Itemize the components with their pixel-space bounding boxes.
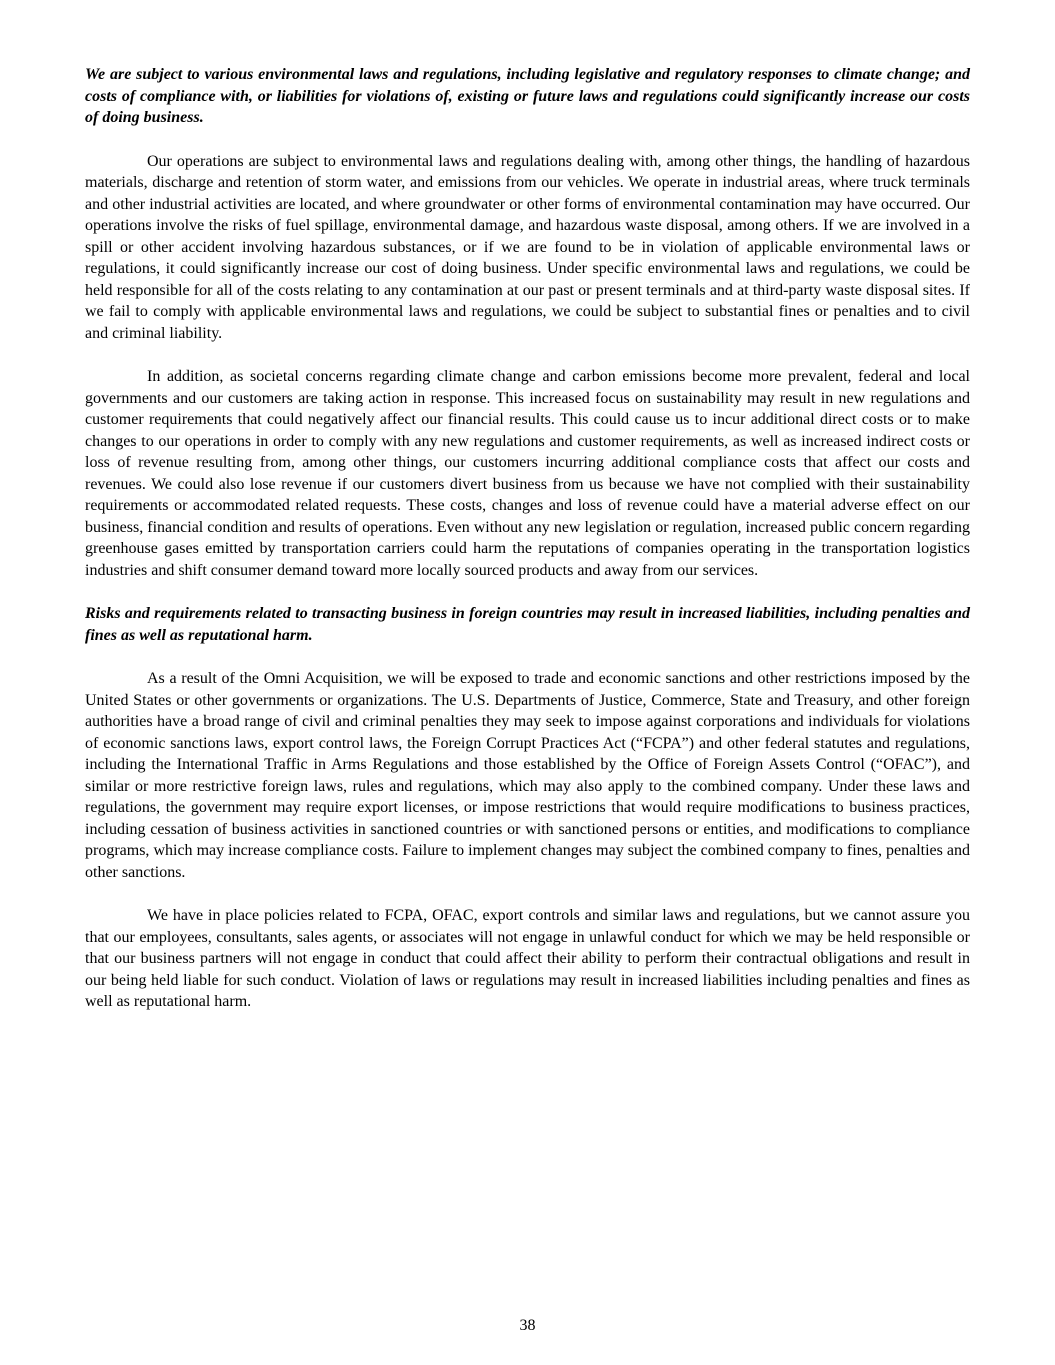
document-content (85, 64, 970, 1035)
risk-heading-environmental: We are subject to various environmental laws and regulations, including legislative and regulatory responses to climate change; and costs of compliance with, or liabilities for violations of, existing or future laws and regulations could significantly increase our costs of doing business. (85, 66, 970, 126)
risk-paragraph-climate-sustainability: In addition, as societal concerns regarding climate change and carbon emissions become more prevalent, federal and local governments and our customers are taking action in response. This increased focus on sustainability may result in new regulations and customer requirements that could negatively affect our financial results. This could cause us to incur additional direct costs or to make changes to our operations in order to comply with any new regulations and customer requirements, as well as increased indirect costs or loss of revenue resulting from, among other things, our customers incurring additional compliance costs that affect our costs and revenues. We could also lose revenue if our customers divert business from us because we have not complied with their sustainability requirements or accommodated related requests. These costs, changes and loss of revenue could have a material adverse effect on our business, financial condition and results of operations. Even without any new legislation or regulation, increased public concern regarding greenhouse gases emitted by transportation carriers could harm the reputations of companies operating in the transportation logistics industries and shift consumer demand toward more locally sourced products and away from our services. (85, 368, 970, 579)
risk-paragraph-environmental-operations: Our operations are subject to environmental laws and regulations dealing with, among other things, the handling of hazardous materials, discharge and retention of storm water, and emissions from our vehicles. We operate in industrial areas, where truck terminals and other industrial activities are located, and where groundwater or other forms of environmental contamination may have occurred. Our operations involve the risks of fuel spillage, environmental damage, and hazardous waste disposal, among others. If we are involved in a spill or other accident involving hazardous substances, or if we are found to be in violation of applicable environmental laws or regulations, it could significantly increase our cost of doing business. Under specific environmental laws and regulations, we could be held responsible for all of the costs relating to any contamination at our past or present terminals and at third-party waste disposal sites. If we fail to comply with applicable environmental laws and regulations, we could be subject to substantial fines or penalties and to civil and criminal liability. (85, 152, 970, 342)
risk-section-foreign-business (85, 603, 970, 1013)
risk-heading-foreign-business: Risks and requirements related to transacting business in foreign countries may result in increased liabilities, including penalties and fines as well as reputational harm. (85, 605, 970, 644)
page-number: 38 (519, 1317, 536, 1334)
risk-section-environmental (85, 64, 970, 581)
risk-paragraph-compliance-policies: We have in place policies related to FCPA, OFAC, export controls and similar laws and regulations, but we cannot assure you that our employees, consultants, sales agents, or associates will not engage in unlawful conduct for which we may be held responsible or that our business partners will not engage in conduct that could affect their ability to perform their contractual obligations and result in our being held liable for such conduct. Violation of laws or regulations may result in increased liabilities including penalties and fines as well as reputational harm. (85, 907, 970, 1010)
risk-paragraph-sanctions-fcpa: As a result of the Omni Acquisition, we will be exposed to trade and economic sanctions and other restrictions imposed by the United States or other governments or organizations. The U.S. Departments of Justice, Commerce, State and Treasury, and other foreign authorities have a broad range of civil and criminal penalties they may seek to impose against corporations and individuals for violations of economic sanctions laws, export control laws, the Foreign Corrupt Practices Act (“FCPA”) and other federal statutes and regulations, including the International Traffic in Arms Regulations and those established by the Office of Foreign Assets Control (“OFAC”), and similar or more restrictive foreign laws, rules and regulations, which may also apply to the combined company. Under these laws and regulations, the government may require export licenses, or impose restrictions that would require modifications to business practices, including cessation of business activities in sanctioned countries or with sanctioned persons or entities, and modifications to compliance programs, which may increase compliance costs. Failure to implement changes may subject the combined company to fines, penalties and other sanctions. (85, 670, 970, 881)
